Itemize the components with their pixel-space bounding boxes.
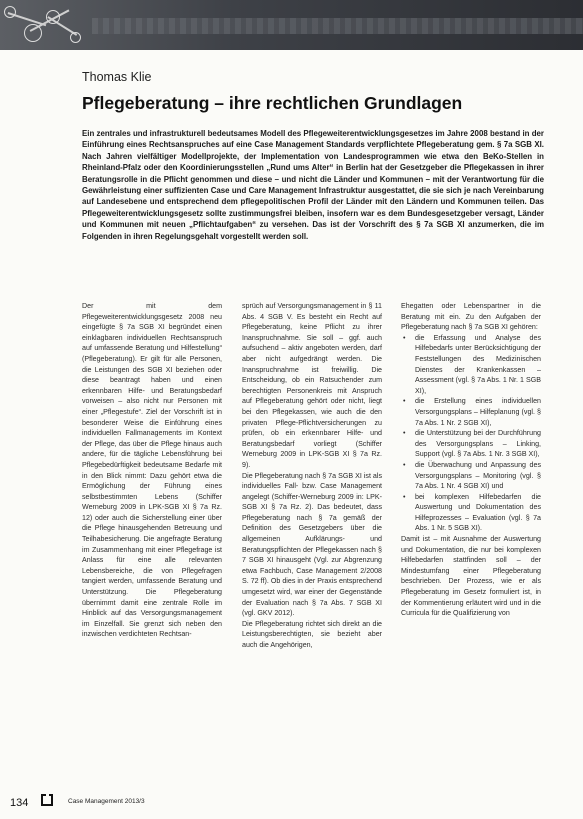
body-paragraph: Der mit dem Pflegeweiterentwicklungsgesetz 2008 neu eingefügte § 7a SGB XI begründet einen einklagbaren individuellen Rechtsanspruch auf umfassende Beratung und Hilfestellung“ (Pflegeberatung). Er gilt für alle Personen, die Leistungen des SGB XI beziehen oder diese beantragt haben und einen erkennbaren Hilfe- und Beratungsbedarf vorweisen – also nicht nur Personen mit einer „Pflegestufe“. Ziel der Vorschrift ist in besonderer Weise die Einführung eines individuellen Fallmanagements im Kontext der Pflege, das über die Pflege hinaus auch andere, für die tägliche Lebensführung bei Pflegebedürftigkeit bedeutsame Bedarfe mit in den Blick nimmt: Dazu gehört etwa die Ermöglichung der Führung eines selbstbestimmten Lebens (Schiffer Werneburg 2009 in LPK-SGB XI § 7a Rz. 12) oder auch die Sicherstellung einer über die Pflege hinausgehenden Betreuung und Teilhabesicherung. Die angefragte Beratung im Zusammenhang mit einer Pflegefrage ist Anlass für eine alle relevanten Lebensbereiche, die von Pflegefragen tangiert werden, umfassende Beratung und Unterstützung. Die Pflegeberatung übernimmt damit eine zentrale Rolle im Hinblick auf das Versorgungsmanagement im Einzelfall. Sie grenzt sich neben den inzwischen verdichteten Rechtsan- bbox=[82, 302, 222, 639]
network-graphic-node bbox=[4, 6, 16, 18]
banner-stripe bbox=[92, 18, 583, 34]
body-column-1 bbox=[82, 301, 222, 640]
body-paragraph: Damit ist – mit Ausnahme der Auswertung und Dokumentation, die nur bei komplexen Hilfebedarfen stattfinden soll – der Mindestumfang einer Pflegeberatung beschrieben. Der Prozess, wie er als Pflegeberatung im Gesetz formuliert ist, in der Kommentierung erläutert wird und in die Curricula für die Qualifizierung von bbox=[401, 535, 541, 618]
list-item: • die Erfassung und Analyse des Hilfebedarfs unter Berücksichtigung der Feststellungen des Medizinischen Dienstes der Krankenkassen – Assessment (vgl. § 7a Abs. 1 Nr. 1 SGB XI), bbox=[415, 333, 541, 397]
page-number: 134 bbox=[10, 797, 29, 809]
page-footer bbox=[10, 794, 570, 814]
journal-name: Case Management 2013/3 bbox=[68, 798, 145, 805]
list-item: • bei komplexen Hilfebedarfen die Auswertung und Dokumentation des Hilfeprozesses – Evaluation (vgl. § 7a Abs. 1 Nr. 5 SGB XI). bbox=[415, 492, 541, 534]
article-title: Pflegeberatung – ihre rechtlichen Grundlagen bbox=[82, 93, 463, 113]
journal-logo-icon bbox=[41, 794, 53, 806]
header-banner bbox=[0, 0, 583, 50]
network-graphic-node bbox=[24, 24, 42, 42]
body-column-3 bbox=[401, 301, 541, 619]
list-item: • die Erstellung eines individuellen Versorgungsplans – Hilfeplanung (vgl. § 7a Abs. 1 Nr. 2 SGB XI), bbox=[415, 396, 541, 428]
body-paragraph: sprüch auf Versorgungsmanagement in § 11 Abs. 4 SGB V. Es besteht ein Recht auf Pflegeberatung, keine Pflicht zu ihrer Inanspruchnahme. Sie soll – ggf. auch aufsuchend – aktiv angeboten werden, darf aber nicht aufgedrängt werden. Die Inanspruchnahme ist freiwillig. Die Entscheidung, ob ein Ratsuchender zum berechtigten Personenkreis mit Anspruch auf Pflegeberatung gehört oder nicht, liegt bei den Pflegekassen, wie auch die den privaten Pflege-Pflichtversicherungen zu prüfen, ob ein erkennbarer Hilfe- und Beratungsbedarf vorliegt (Schiffer Werneburg 2009 in LPK-SGB XI § 7a Rz. 9). bbox=[242, 302, 382, 469]
article-abstract: Ein zentrales und infrastrukturell bedeutsames Modell des Pflegeweiterentwicklungsgesetzes im Jahre 2008 bestand in der Einführung eines Rechtsanspruches auf eine Case Management Standards verpflichtete Pflegeberatung gem. § 7a SGB XI. Nach Jahren vielfältiger Modellprojekte, der Implementation von Landesprogrammen wie etwa den BeKo-Stellen in Rheinland-Pfalz oder den Koordinierungsstellen „Rund ums Alter“ in Berlin hat der Gesetzgeber die Pflegekassen in ihrer Beratungsrolle in die Pflicht genommen und diese – und nicht die Länder und Kommunen – mit der Verantwortung für die Gewährleistung einer suffizienten Case und Care Management Infrastruktur ausgestattet, die sie sich je nach Vereinbarung auf Landesebene und entsprechend dem pflegepolitischen Profil der Länder mit den Ländern und Kommunen teilen. Das Pflegeweiterentwicklungsgesetz sollte zustimmungsfrei bleiben, insofern war es dem Bundesgesetzgeber versagt, Länder und Kommunen mit neuen „Pflichtaufgaben“ zu versehen. Das ist der Vorschrift des § 7a SGB XI anzumerken, die im Folgenden in ihren Regelungsgehalt vorgestellt werden soll. bbox=[82, 129, 544, 241]
network-graphic-node bbox=[70, 32, 81, 43]
body-paragraph: Ehegatten oder Lebenspartner in die Beratung mit ein. Zu den Aufgaben der Pflegeberatung nach § 7a SGB XI gehören: bbox=[401, 302, 541, 332]
network-graphic-node bbox=[46, 10, 60, 24]
author-name: Thomas Klie bbox=[82, 70, 152, 84]
body-column-2 bbox=[242, 301, 382, 651]
body-paragraph: Die Pflegeberatung nach § 7a SGB XI ist als individuelles Fall- bzw. Case Management angelegt (Schiffer-Werneburg 2009 in: LPK-SGB XI § 7a Rz. 2). Das bedeutet, dass Pflegeberatung nach § 7a gemäß der Definition des Gesetzgebers über die allgemeinen Aufklärungs- und Beratungspflichten der Pflegekassen nach § 7 SGB XI hinausgeht (Vgl. zur Abgrenzung etwa Fachbuch, Case Management 2/2008 S. 72 ff). Ob dies in der Praxis entsprechend umgesetzt wird, war einer der Gegenstände der Evaluation nach § 7a Abs. 7 SGB XI (vgl. GKV 2012). bbox=[242, 471, 382, 618]
list-item: • die Unterstützung bei der Durchführung des Versorgungsplans – Linking, Support (vgl. § 7a Abs. 1 Nr. 3 SGB XI), bbox=[415, 428, 541, 460]
list-item: • die Überwachung und Anpassung des Versorgungsplans – Monitoring (vgl. § 7a Abs. 1 Nr. 4 SGB XI) und bbox=[415, 460, 541, 492]
task-list bbox=[401, 333, 541, 534]
body-paragraph: Die Pflegeberatung richtet sich direkt an die Leistungsberechtigten, sie bezieht aber auch die Angehörigen, bbox=[242, 619, 382, 649]
